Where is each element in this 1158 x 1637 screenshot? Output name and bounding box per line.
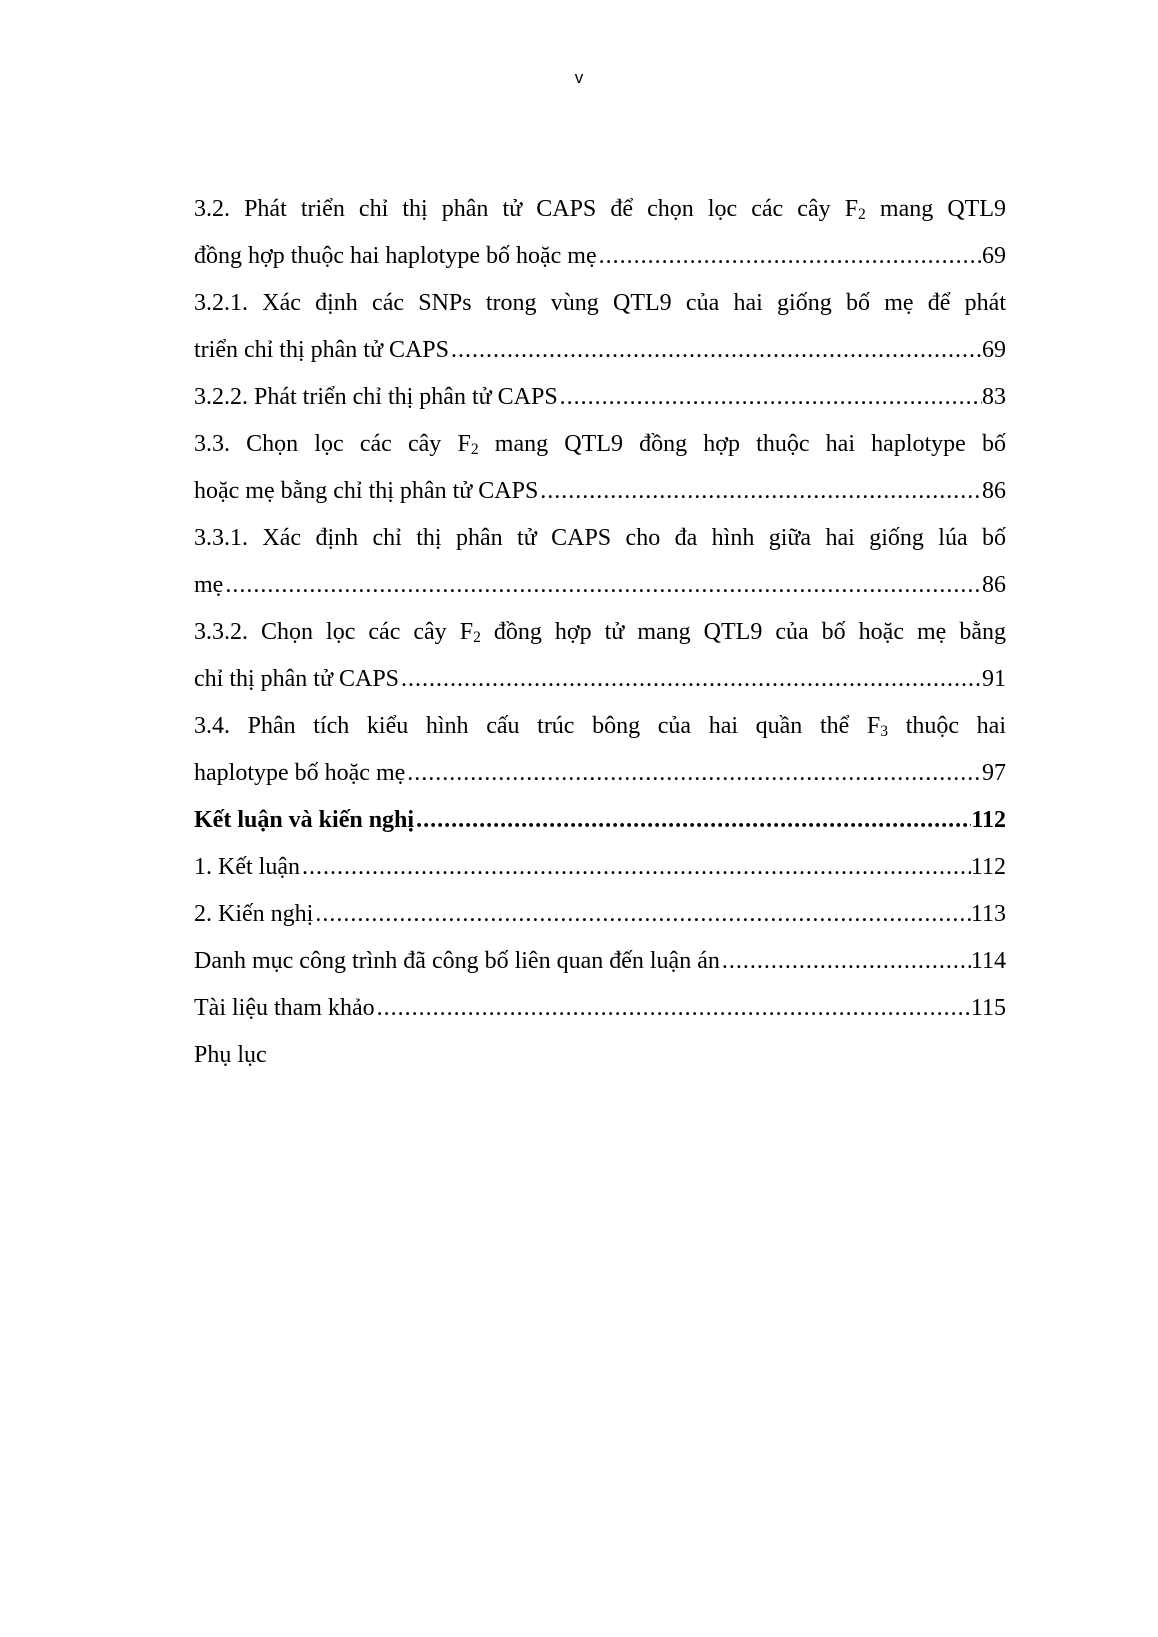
toc-entry-3-2-2-page: 83 [982, 384, 1006, 410]
dot-leader [558, 374, 982, 421]
toc-entry-conclusion-page: 112 [970, 854, 1006, 880]
toc-entry-3-3-2-text-post: đồng hợp tử mang QTL9 của bố hoặc mẹ bằng [480, 619, 1006, 645]
toc-entry-3-3-2-text-pre: 3.3.2. Chọn lọc các cây F [194, 619, 474, 645]
toc-entry-publications-page: 114 [970, 948, 1006, 974]
toc-entry-3-2-text-pre: 3.2. Phát triển chỉ thị phân tử CAPS để chọn lọc các cây F [194, 196, 859, 222]
toc-entry-3-3-subscript: 2 [470, 441, 479, 459]
toc-entry-3-3-1-text-cont: mẹ [194, 572, 224, 598]
toc-entry-references [194, 985, 1006, 1032]
toc-entry-3-2-1-page: 69 [982, 337, 1006, 363]
toc-entry-3-3-text-post: mang QTL9 đồng hợp thuộc hai haplotype bố [478, 431, 1006, 457]
toc-entry-3-2-line2 [194, 233, 1006, 280]
page-number: v [574, 68, 584, 87]
toc-entry-3-3-text-pre: 3.3. Chọn lọc các cây F [194, 431, 471, 457]
toc-entry-3-2-line1 [194, 186, 1006, 233]
toc-entry-3-4-subscript: 3 [880, 723, 889, 741]
toc-entry-3-2-page: 69 [982, 243, 1006, 269]
dot-leader [223, 562, 982, 609]
toc-entry-3-3-2-text-cont: chỉ thị phân tử CAPS [194, 666, 400, 692]
toc-entry-3-3-2-subscript: 2 [473, 629, 481, 647]
toc-entry-recommendation-text: 2. Kiến nghị [194, 901, 314, 927]
toc-entry-3-2-2-text: 3.2.2. Phát triển chỉ thị phân tử CAPS [194, 384, 558, 410]
toc-entry-3-3-1-line2 [194, 562, 1006, 609]
dot-leader [720, 938, 971, 985]
toc-entry-conclusions-page: 112 [971, 807, 1006, 833]
toc-entry-3-3-page: 86 [982, 478, 1006, 504]
toc-entry-references-page: 115 [970, 995, 1006, 1021]
toc-entry-references-text: Tài liệu tham khảo [194, 995, 375, 1021]
toc-entry-3-4-page: 97 [982, 760, 1006, 786]
toc-entry-3-2-subscript: 2 [858, 206, 866, 224]
table-of-contents [194, 186, 1006, 1079]
toc-entry-3-2-text-post: mang QTL9 [865, 196, 1006, 222]
dot-leader [597, 233, 982, 280]
dot-leader [414, 797, 971, 844]
toc-entry-conclusions-text: Kết luận và kiến nghị [194, 807, 415, 833]
toc-entry-3-4-line2 [194, 750, 1006, 797]
dot-leader [313, 891, 971, 938]
toc-entry-3-3-2-page: 91 [982, 666, 1006, 692]
toc-entry-3-2-1-line1: 3.2.1. Xác định các SNPs trong vùng QTL9 của hai giống bố mẹ để phát [194, 290, 1006, 316]
toc-entry-appendix [194, 1032, 1006, 1079]
toc-entry-conclusion [194, 844, 1006, 891]
toc-entry-3-4-text-cont: haplotype bố hoặc mẹ [194, 760, 406, 786]
toc-entry-conclusions [194, 797, 1006, 844]
toc-entry-3-3-1-line1: 3.3.1. Xác định chỉ thị phân tử CAPS cho đa hình giữa hai giống lúa bố [194, 525, 1006, 551]
dot-leader [449, 327, 982, 374]
toc-entry-3-4-text-pre: 3.4. Phân tích kiểu hình cấu trúc bông của hai quần thể F [194, 713, 881, 739]
dot-leader [538, 468, 982, 515]
toc-entry-3-2-1-line2 [194, 327, 1006, 374]
toc-entry-3-2-2 [194, 374, 1006, 421]
toc-entry-3-2-1-text-cont: triển chỉ thị phân tử CAPS [194, 337, 449, 363]
dot-leader [399, 656, 982, 703]
toc-entry-3-2-text-cont: đồng hợp thuộc hai haplotype bố hoặc mẹ [194, 243, 597, 269]
toc-entry-3-3-2-line1 [194, 609, 1006, 656]
dot-leader [300, 844, 971, 891]
toc-entry-3-4-line1 [194, 703, 1006, 750]
toc-entry-3-3-1-page: 86 [982, 572, 1006, 598]
toc-entry-conclusion-text: 1. Kết luận [194, 854, 300, 880]
toc-entry-appendix-text: Phụ lục [194, 1042, 267, 1068]
toc-entry-recommendation [194, 891, 1006, 938]
toc-entry-recommendation-page: 113 [970, 901, 1006, 927]
toc-entry-publications-text: Danh mục công trình đã công bố liên quan đến luận án [194, 948, 720, 974]
toc-entry-3-3-text-cont: hoặc mẹ bằng chỉ thị phân tử CAPS [194, 478, 539, 504]
toc-entry-publications [194, 938, 1006, 985]
toc-entry-3-3-line2 [194, 468, 1006, 515]
dot-leader [405, 750, 982, 797]
toc-entry-3-3-line1 [194, 421, 1006, 468]
toc-entry-3-4-text-post: thuộc hai [888, 713, 1006, 739]
toc-entry-3-3-2-line2 [194, 656, 1006, 703]
dot-leader [375, 985, 971, 1032]
